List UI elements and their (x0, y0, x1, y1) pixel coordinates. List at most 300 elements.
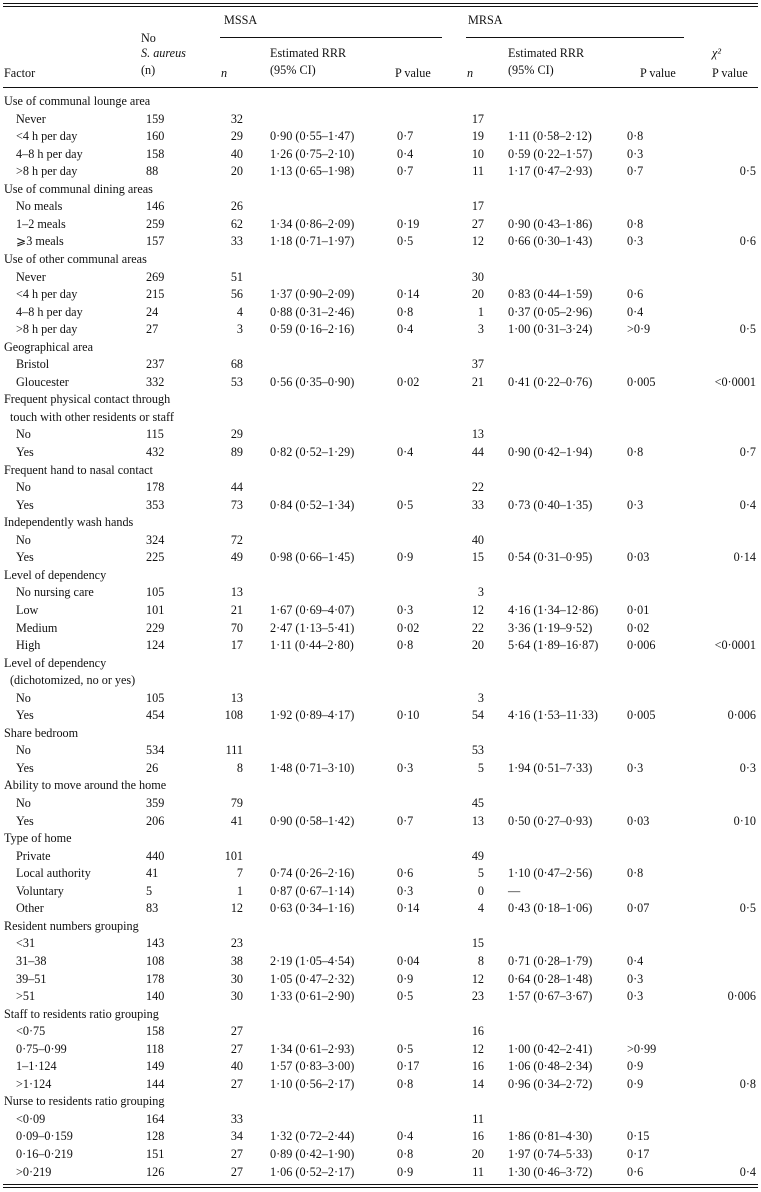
cell-mssa-rrr: 0·88 (0·31–2·46) (270, 304, 355, 319)
section-heading: Level of dependency (4, 655, 107, 670)
cell-mssa-n: 27 (230, 1041, 243, 1056)
cell-chi-p: 0·5 (739, 322, 756, 337)
cell-no: 108 (146, 953, 165, 968)
mrsa-rrr-header-line1: Estimated RRR (508, 46, 585, 60)
cell-mssa-n: 51 (230, 269, 243, 284)
cell-mssa-n: 7 (236, 866, 243, 881)
cell-mssa-p: 0·04 (397, 953, 420, 968)
cell-mrsa-n: 11 (472, 1111, 484, 1126)
cell-mssa-n: 70 (230, 620, 243, 635)
row-label: 4–8 h per day (16, 304, 83, 319)
cell-mssa-p: 0·17 (397, 1059, 420, 1074)
cell-mssa-p: 0·9 (397, 971, 414, 986)
row-label: No nursing care (16, 585, 94, 600)
cell-mrsa-rrr: — (508, 883, 521, 898)
cell-chi-p: 0·8 (739, 1076, 756, 1091)
cell-chi-p: 0·006 (727, 989, 756, 1004)
cell-mssa-n: 12 (230, 901, 243, 916)
cell-mrsa-n: 45 (471, 796, 484, 810)
cell-mrsa-rrr: 4·16 (1·53–11·33) (508, 708, 598, 723)
mrsa-n-header: n (467, 66, 474, 80)
cell-mrsa-n: 40 (471, 532, 484, 547)
cell-mrsa-n: 16 (471, 1024, 484, 1039)
cell-no: 178 (146, 480, 165, 495)
mssa-rrr-header-line2: (95% CI) (270, 63, 316, 77)
cell-mssa-n: 108 (224, 708, 243, 723)
cell-mssa-n: 49 (230, 550, 243, 565)
cell-no: 144 (146, 1076, 165, 1091)
cell-mssa-n: 33 (230, 1111, 243, 1126)
cell-mrsa-n: 19 (471, 129, 484, 144)
cell-mssa-n: 33 (230, 234, 243, 249)
cell-mssa-rrr: 1·32 (0·72–2·44) (270, 1129, 355, 1144)
cell-no: 151 (146, 1147, 165, 1161)
cell-mrsa-p: 0·7 (627, 164, 644, 179)
cell-mssa-n: 101 (224, 848, 243, 863)
cell-mrsa-n: 3 (477, 585, 484, 600)
cell-mssa-p: 0·8 (397, 638, 414, 653)
row-label: 4–8 h per day (16, 146, 83, 161)
cell-mrsa-p: 0·3 (627, 497, 644, 512)
cell-no: 159 (146, 111, 165, 126)
cell-no: 237 (146, 357, 165, 372)
cell-mrsa-rrr: 0·50 (0·27–0·93) (508, 813, 593, 828)
cell-mrsa-n: 23 (471, 989, 484, 1004)
row-label: No (16, 743, 31, 758)
cell-mrsa-n: 15 (471, 936, 484, 951)
cell-mssa-rrr: 1·48 (0·71–3·10) (270, 760, 355, 775)
cell-no: 157 (146, 234, 165, 249)
cell-mrsa-n: 16 (471, 1129, 484, 1144)
cell-mssa-rrr: 1·92 (0·89–4·17) (270, 708, 355, 723)
row-label: >0·219 (16, 1164, 52, 1179)
cell-mssa-rrr: 0·89 (0·42–1·90) (270, 1147, 355, 1161)
cell-no: 27 (146, 322, 159, 337)
row-label: No (16, 690, 31, 705)
row-label: Medium (16, 620, 58, 635)
cell-mrsa-n: 17 (471, 111, 484, 126)
cell-mrsa-p: 0·3 (627, 146, 644, 161)
cell-mssa-n: 30 (230, 989, 243, 1004)
cell-mrsa-rrr: 1·17 (0·47–2·93) (508, 164, 593, 179)
row-label: Bristol (16, 357, 50, 372)
cell-mssa-p: 0·7 (397, 813, 414, 828)
cell-mrsa-n: 3 (477, 690, 484, 705)
cell-mssa-p: 0·7 (397, 129, 414, 144)
cell-no: 229 (146, 620, 165, 635)
cell-mssa-rrr: 1·11 (0·44–2·80) (270, 638, 354, 653)
row-label: 1–2 meals (16, 216, 66, 231)
mrsa-subrule (466, 37, 684, 38)
cell-mrsa-p: 0·3 (627, 971, 644, 986)
cell-no: 140 (146, 989, 165, 1004)
cell-mrsa-rrr: 1·86 (0·81–4·30) (508, 1129, 593, 1144)
cell-no: 41 (146, 866, 159, 881)
cell-mssa-p: 0·8 (397, 304, 414, 319)
cell-mssa-p: 0·4 (397, 445, 414, 459)
section-heading: Nurse to residents ratio grouping (4, 1094, 165, 1109)
cell-mssa-rrr: 1·10 (0·56–2·17) (270, 1076, 355, 1091)
row-label: Yes (16, 813, 34, 828)
section-heading: Frequent physical contact through (4, 392, 171, 407)
no-header-line2: S. aureus (141, 46, 186, 60)
cell-mssa-p: 0·3 (397, 883, 414, 898)
cell-no: 359 (146, 796, 165, 810)
cell-mssa-n: 40 (230, 146, 243, 161)
cell-mssa-rrr: 0·90 (0·55–1·47) (270, 129, 355, 144)
row-label: 0·09–0·159 (16, 1129, 73, 1144)
mrsa-pvalue-header: P value (640, 66, 676, 80)
row-label: High (16, 638, 41, 653)
row-label: >8 h per day (16, 164, 78, 179)
row-label: <0·09 (16, 1111, 46, 1126)
cell-mrsa-p: 0·15 (627, 1129, 650, 1144)
cell-mssa-rrr: 0·74 (0·26–2·16) (270, 866, 355, 881)
cell-mrsa-rrr: 0·83 (0·44–1·59) (508, 287, 593, 302)
cell-no: 24 (146, 304, 159, 319)
cell-mrsa-n: 11 (472, 1164, 484, 1179)
cell-mrsa-p: 0·07 (627, 901, 650, 916)
row-label: No (16, 532, 31, 547)
section-heading: Independently wash hands (4, 515, 134, 530)
cell-no: 124 (146, 638, 165, 653)
bottom-rule-outer (3, 1187, 758, 1188)
row-label: No meals (16, 199, 63, 214)
cell-chi-p: 0·5 (739, 901, 756, 916)
cell-mssa-p: 0·3 (397, 602, 414, 617)
cell-mssa-n: 30 (230, 971, 243, 986)
cell-mssa-n: 53 (230, 374, 243, 389)
cell-mrsa-rrr: 0·71 (0·28–1·79) (508, 953, 593, 968)
cell-mssa-n: 27 (230, 1164, 243, 1179)
cell-mrsa-p: 0·3 (627, 760, 644, 775)
row-label: <4 h per day (16, 287, 78, 302)
row-label: 39–51 (16, 971, 47, 986)
top-rule-inner (3, 6, 758, 7)
cell-chi-p: 0·10 (733, 813, 756, 828)
section-heading: Use of communal dining areas (4, 181, 153, 196)
row-label: Yes (16, 445, 34, 459)
cell-mssa-n: 13 (230, 585, 243, 600)
cell-no: 225 (146, 550, 165, 565)
cell-mssa-rrr: 0·90 (0·58–1·42) (270, 813, 355, 828)
cell-mssa-p: 0·8 (397, 1076, 414, 1091)
cell-mrsa-n: 12 (471, 602, 484, 617)
mrsa-rrr-header-line2: (95% CI) (508, 63, 554, 77)
cell-mssa-rrr: 0·87 (0·67–1·14) (270, 883, 355, 898)
cell-mssa-rrr: 1·34 (0·61–2·93) (270, 1041, 355, 1056)
cell-mrsa-n: 20 (471, 287, 484, 302)
cell-mssa-n: 13 (230, 690, 243, 705)
cell-mssa-rrr: 1·33 (0·61–2·90) (270, 989, 355, 1004)
cell-mssa-p: 0·14 (397, 901, 420, 916)
cell-mrsa-n: 20 (471, 638, 484, 653)
cell-mssa-n: 34 (230, 1129, 243, 1144)
cell-no: 105 (146, 585, 165, 600)
cell-mssa-n: 32 (230, 111, 243, 126)
cell-mrsa-p: 0·3 (627, 234, 644, 249)
cell-no: 126 (146, 1164, 165, 1179)
cell-no: 146 (146, 199, 165, 214)
row-label: Private (16, 848, 51, 863)
cell-mrsa-rrr: 1·00 (0·42–2·41) (508, 1041, 593, 1056)
cell-mrsa-n: 12 (471, 234, 484, 249)
cell-mrsa-n: 5 (477, 760, 484, 775)
row-label: No (16, 427, 31, 442)
cell-no: 26 (146, 760, 159, 775)
cell-mrsa-n: 1 (477, 304, 484, 319)
cell-mrsa-p: 0·3 (627, 989, 644, 1004)
cell-mssa-rrr: 0·56 (0·35–0·90) (270, 374, 355, 389)
cell-mrsa-n: 17 (471, 199, 484, 214)
cell-mrsa-rrr: 0·73 (0·40–1·35) (508, 497, 593, 512)
cell-chi-p: 0·5 (739, 164, 756, 179)
cell-mrsa-p: >0·9 (627, 322, 651, 337)
row-label: Never (16, 111, 46, 126)
bottom-rule-inner (3, 1184, 758, 1185)
cell-no: 215 (146, 287, 165, 302)
row-label: Low (16, 602, 39, 617)
cell-mssa-n: 1 (236, 883, 243, 898)
cell-no: 454 (146, 708, 165, 723)
cell-no: 332 (146, 374, 165, 389)
cell-mrsa-rrr: 1·97 (0·74–5·33) (508, 1147, 593, 1161)
cell-mssa-rrr: 0·59 (0·16–2·16) (270, 322, 355, 337)
cell-mssa-p: 0·7 (397, 164, 414, 179)
cell-mrsa-rrr: 1·94 (0·51–7·33) (508, 760, 593, 775)
cell-mrsa-n: 11 (472, 164, 484, 179)
cell-mrsa-p: 0·8 (627, 445, 644, 459)
cell-no: 158 (146, 146, 165, 161)
cell-mrsa-rrr: 1·57 (0·67–3·67) (508, 989, 593, 1004)
cell-mrsa-rrr: 0·59 (0·22–1·57) (508, 146, 593, 161)
row-label: Yes (16, 550, 34, 565)
cell-mssa-n: 79 (230, 796, 243, 810)
cell-no: 324 (146, 532, 165, 547)
cell-mrsa-rrr: 0·64 (0·28–1·48) (508, 971, 593, 986)
cell-no: 143 (146, 936, 165, 951)
cell-mssa-n: 21 (230, 602, 243, 617)
cell-mrsa-rrr: 0·66 (0·30–1·43) (508, 234, 593, 249)
cell-mrsa-n: 33 (471, 497, 484, 512)
cell-mssa-rrr: 1·18 (0·71–1·97) (270, 234, 355, 249)
cell-mrsa-p: >0·99 (627, 1041, 657, 1056)
cell-mssa-n: 20 (230, 164, 243, 179)
cell-mrsa-n: 14 (471, 1076, 484, 1091)
section-heading: Use of other communal areas (4, 251, 147, 266)
cell-mrsa-n: 37 (471, 357, 484, 372)
section-heading: touch with other residents or staff (10, 409, 174, 424)
cell-mrsa-n: 15 (471, 550, 484, 565)
row-label: Never (16, 269, 46, 284)
section-heading: (dichotomized, no or yes) (10, 673, 136, 688)
cell-mrsa-p: 0·9 (627, 1076, 644, 1091)
cell-no: 160 (146, 129, 165, 144)
cell-mrsa-n: 13 (471, 813, 484, 828)
cell-no: 534 (146, 743, 165, 758)
cell-mrsa-p: 0·02 (627, 620, 650, 635)
cell-mrsa-n: 8 (477, 953, 484, 968)
cell-mssa-p: 0·8 (397, 1147, 414, 1161)
cell-mssa-p: 0·6 (397, 866, 414, 881)
cell-mrsa-p: 0·17 (627, 1147, 650, 1161)
cell-mssa-n: 17 (230, 638, 243, 653)
section-heading: Use of communal lounge area (4, 94, 151, 108)
cell-mrsa-p: 0·6 (627, 287, 644, 302)
cell-mssa-p: 0·02 (397, 374, 420, 389)
cell-mrsa-n: 12 (471, 1041, 484, 1056)
cell-mssa-n: 4 (236, 304, 243, 319)
row-label: Yes (16, 497, 34, 512)
cell-no: 118 (146, 1041, 164, 1056)
cell-mrsa-n: 12 (471, 971, 484, 986)
cell-mrsa-n: 16 (471, 1059, 484, 1074)
row-label: >8 h per day (16, 322, 78, 337)
row-label: Yes (16, 708, 34, 723)
cell-mssa-p: 0·5 (397, 234, 414, 249)
cell-mssa-n: 41 (230, 813, 243, 828)
cell-mssa-p: 0·9 (397, 550, 414, 565)
section-heading: Level of dependency (4, 567, 107, 582)
cell-mrsa-rrr: 0·96 (0·34–2·72) (508, 1076, 593, 1091)
cell-mrsa-p: 0·8 (627, 216, 644, 231)
row-label: <0·75 (16, 1024, 46, 1039)
cell-mrsa-rrr: 5·64 (1·89–16·87) (508, 638, 599, 653)
cell-no: 353 (146, 497, 165, 512)
cell-mrsa-n: 22 (471, 480, 484, 495)
cell-mssa-rrr: 0·98 (0·66–1·45) (270, 550, 355, 565)
cell-mssa-n: 73 (230, 497, 243, 512)
cell-mssa-p: 0·3 (397, 760, 414, 775)
cell-no: 206 (146, 813, 165, 828)
cell-mssa-rrr: 2·19 (1·05–4·54) (270, 953, 355, 968)
cell-no: 128 (146, 1129, 165, 1144)
cell-mssa-rrr: 2·47 (1·13–5·41) (270, 620, 355, 635)
cell-mssa-n: 111 (225, 743, 243, 758)
cell-no: 101 (146, 602, 165, 617)
cell-mssa-p: 0·10 (397, 708, 420, 723)
cell-mssa-p: 0·5 (397, 989, 414, 1004)
cell-mssa-n: 62 (230, 216, 243, 231)
cell-no: 5 (146, 883, 153, 898)
cell-mrsa-n: 13 (471, 427, 484, 442)
cell-mssa-n: 72 (230, 532, 243, 547)
mssa-rrr-header-line1: Estimated RRR (270, 46, 347, 60)
cell-mrsa-rrr: 1·10 (0·47–2·56) (508, 866, 593, 881)
cell-mssa-n: 38 (230, 953, 243, 968)
cell-mrsa-rrr: 0·43 (0·18–1·06) (508, 901, 593, 916)
cell-mssa-rrr: 1·05 (0·47–2·32) (270, 971, 355, 986)
row-label: Yes (16, 760, 34, 775)
cell-mrsa-rrr: 0·54 (0·31–0·95) (508, 550, 593, 565)
cell-mssa-n: 27 (230, 1076, 243, 1091)
cell-mrsa-p: 0·8 (627, 866, 644, 881)
row-label: <31 (16, 936, 36, 951)
cell-mrsa-n: 49 (471, 848, 484, 863)
mssa-pvalue-header: P value (395, 66, 431, 80)
cell-mssa-n: 29 (230, 129, 243, 144)
cell-mrsa-n: 10 (471, 146, 484, 161)
cell-mrsa-rrr: 3·36 (1·19–9·52) (508, 620, 593, 635)
cell-no: 158 (146, 1024, 165, 1039)
cell-mssa-p: 0·4 (397, 146, 414, 161)
cell-mrsa-n: 20 (471, 1147, 484, 1161)
top-rule-outer (3, 3, 758, 4)
cell-mrsa-n: 0 (477, 883, 484, 898)
factor-header: Factor (4, 66, 36, 80)
cell-mrsa-rrr: 1·00 (0·31–3·24) (508, 322, 593, 337)
cell-no: 83 (146, 901, 159, 916)
cell-no: 149 (146, 1059, 165, 1074)
cell-mrsa-n: 5 (477, 866, 484, 881)
cell-chi-p: 0·14 (733, 550, 756, 565)
cell-mrsa-p: 0·005 (627, 374, 656, 389)
cell-mrsa-p: 0·03 (627, 550, 650, 565)
cell-mrsa-p: 0·4 (627, 304, 644, 319)
cell-mssa-rrr: 1·37 (0·90–2·09) (270, 287, 355, 302)
cell-mssa-n: 44 (230, 480, 243, 495)
cell-no: 440 (146, 848, 165, 863)
row-label: Other (16, 901, 44, 916)
cell-mrsa-p: 0·8 (627, 129, 644, 144)
cell-mssa-p: 0·5 (397, 497, 414, 512)
cell-mrsa-p: 0·9 (627, 1059, 644, 1074)
no-header-line3: (n) (141, 63, 156, 77)
cell-mssa-n: 56 (230, 287, 243, 302)
header-rule (3, 87, 758, 88)
cell-mssa-n: 29 (230, 427, 243, 442)
mssa-n-header: n (221, 66, 228, 80)
cell-no: 105 (146, 690, 165, 705)
cell-mssa-n: 26 (230, 199, 243, 214)
cell-mrsa-rrr: 4·16 (1·34–12·86) (508, 602, 599, 617)
cell-mrsa-n: 22 (471, 620, 484, 635)
chi-square-header: χ² (712, 46, 722, 60)
cell-mrsa-n: 3 (477, 322, 484, 337)
cell-mssa-p: 0·19 (397, 216, 420, 231)
cell-no: 269 (146, 269, 165, 284)
cell-mrsa-p: 0·6 (627, 1164, 644, 1179)
cell-mrsa-n: 30 (471, 269, 484, 284)
mrsa-group-header: MRSA (468, 13, 503, 27)
cell-chi-p: <0·0001 (714, 638, 756, 653)
cell-no: 259 (146, 216, 165, 231)
cell-mssa-p: 0·9 (397, 1164, 414, 1179)
section-heading: Ability to move around the home (4, 778, 167, 793)
cell-chi-p: 0·7 (739, 445, 756, 459)
cell-mrsa-n: 27 (471, 216, 484, 231)
cell-chi-p: <0·0001 (714, 374, 756, 389)
cell-mssa-rrr: 0·84 (0·52–1·34) (270, 497, 355, 512)
cell-mrsa-p: 0·4 (627, 953, 644, 968)
mssa-group-header: MSSA (224, 13, 258, 27)
section-heading: Resident numbers grouping (4, 918, 139, 933)
row-label: Local authority (16, 866, 91, 881)
row-label: >51 (16, 989, 36, 1004)
cell-mrsa-rrr: 1·06 (0·48–2·34) (508, 1059, 593, 1074)
row-label: 31–38 (16, 953, 47, 968)
cell-chi-p: 0·3 (739, 760, 756, 775)
cell-mrsa-n: 54 (471, 708, 484, 723)
cell-mssa-rrr: 0·82 (0·52–1·29) (270, 445, 355, 459)
section-heading: Type of home (4, 831, 72, 846)
row-label: 0·75–0·99 (16, 1041, 67, 1056)
cell-mssa-rrr: 1·26 (0·75–2·10) (270, 146, 355, 161)
row-label: 1–1·124 (16, 1059, 57, 1074)
cell-mssa-rrr: 1·57 (0·83–3·00) (270, 1059, 355, 1074)
cell-mrsa-n: 4 (477, 901, 484, 916)
cell-no: 115 (146, 427, 164, 442)
